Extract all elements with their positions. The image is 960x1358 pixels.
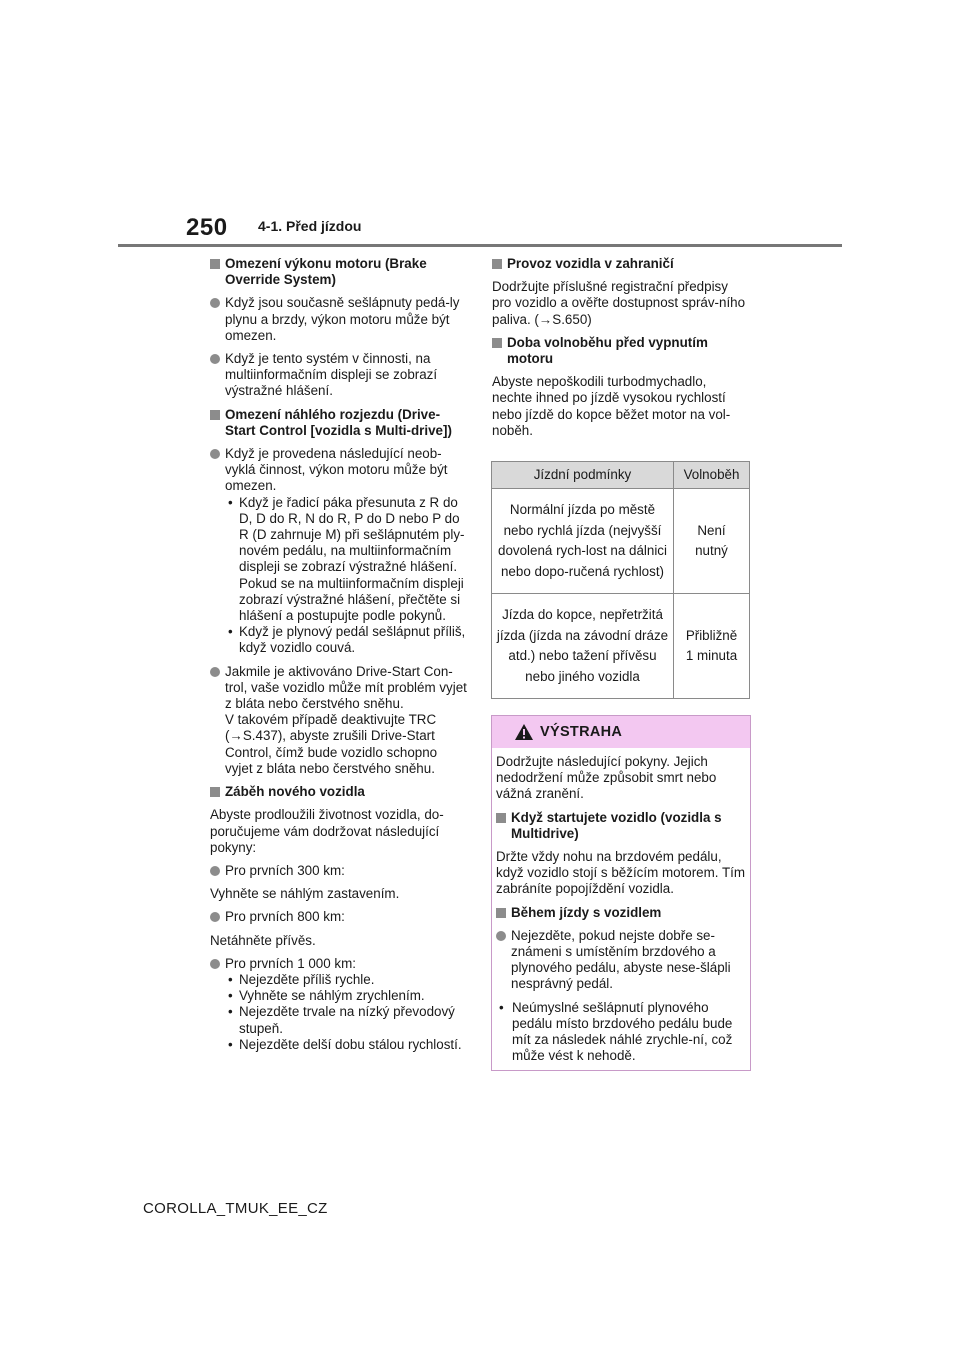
page-reference-link[interactable]: S.650) <box>552 311 592 327</box>
heading-starting-vehicle: Když startujete vozidlo (vozidla s Multidrive) <box>496 810 746 842</box>
idling-table <box>491 461 750 699</box>
square-bullet-icon <box>492 259 502 269</box>
sub-item: • Když je plynový pedál sešlápnut příliš, když vozidlo couvá. <box>228 624 466 656</box>
heading-while-driving: Během jízdy s vozidlem <box>496 905 746 921</box>
left-column <box>210 256 468 1060</box>
round-bullet-icon <box>496 931 506 941</box>
round-bullet-icon <box>210 449 220 459</box>
paragraph: Dodržujte následující pokyny. Jejich nedodržení může způsobit smrt nebo vážná zranění. <box>496 754 717 802</box>
list-item: Pro prvních 1 000 km: • Nejezděte příliš rychle. • Vyhněte se náhlým zrychlením. • Nejezděte trvale na nízký převodový stupeň. • Nejezděte delší dobu stálou rychlostí. <box>210 956 468 1053</box>
right-column <box>492 256 750 446</box>
paragraph: Abyste nepoškodili turbodmychadlo, nechte ihned po jízdě vysokou rychlostí nebo jízdě do kopce běžet motor na vol-noběh. <box>492 374 731 438</box>
heading-drive-start-control: Omezení náhlého rozjezdu (Drive-Start Control [vozidla s Multi-drive]) <box>210 407 468 439</box>
list-item: Jakmile je aktivováno Drive-Start Con-trol, vaše vozidlo může mít problém vyjet z bláta nebo čerstvého sněhu. V takovém případě deaktivujte TRC (→S.437), abyste zrušili Drive-Start Control, čímž bude vozidlo schopno vyjet z bláta nebo čerstvého sněhu. <box>210 664 468 777</box>
sub-item: • Nejezděte příliš rychle. <box>228 971 375 987</box>
paragraph: Vyhněte se náhlým zastavením. <box>210 886 400 902</box>
sub-item: • Vyhněte se náhlým zrychlením. <box>228 988 425 1004</box>
list-item: Pro prvních 300 km: <box>210 863 468 879</box>
round-bullet-icon <box>210 667 220 677</box>
header-rule <box>118 244 842 247</box>
paragraph: Držte vždy nohu na brzdovém pedálu, když vozidlo stojí s běžícím motorem. Tím zabráníte popojíždění vozidla. <box>496 849 746 897</box>
table-cell: Přibližně 1 minuta <box>674 594 750 699</box>
arrow-icon: → <box>538 311 553 327</box>
round-bullet-icon <box>210 298 220 308</box>
warning-box <box>491 715 751 1071</box>
table-header-row <box>492 462 750 489</box>
list-item: Nejezděte, pokud nejste dobře se-známeni s umístěním brzdového a plynového pedálu, abyste nese-šlápli nesprávný pedál. <box>496 928 746 993</box>
paragraph: Dodržujte příslušné registrační předpisy pro vozidlo a ověřte dostupnost správ-ního paliva. (→S.650) <box>492 279 746 327</box>
square-bullet-icon <box>496 813 506 823</box>
sub-item: • Nejezděte trvale na nízký převodový stupeň. <box>228 1004 455 1036</box>
heading-brake-override: Omezení výkonu motoru (Brake Override System) <box>210 256 468 288</box>
warning-body <box>496 754 746 1064</box>
warning-title: VÝSTRAHA <box>540 724 623 740</box>
table-header: Jízdní podmínky <box>492 462 674 489</box>
round-bullet-icon <box>210 959 220 969</box>
paragraph: Netáhněte přívěs. <box>210 932 316 948</box>
page-number: 250 <box>186 214 228 241</box>
list-item: Když je provedena následující neob-vyklá činnost, výkon motoru může být omezen. • Když je řadicí páka přesunuta z R do D, D do R, N do R, P do D nebo P do R (D zahrnuje M) při sešlápnutém ply-novém pedálu, na multiinformačním displeji se zobrazí výstražné hlášení. Pokud se na multiinformačním displeji zobrazí výstražné hlášení, přečtěte si hlášení a postupujte podle pokynů. • Když je plynový pedál sešlápnut příliš, když vozidlo couvá. <box>210 446 468 657</box>
warning-header <box>492 716 750 748</box>
table-header: Volnoběh <box>674 462 750 489</box>
table-cell: Jízda do kopce, nepřetržitá jízda (jízda na závodní dráze atd.) nebo tažení přívěsu nebo jiného vozidla <box>492 594 674 699</box>
table-cell: Normální jízda po městě nebo rychlá jízda (nejvyšší dovolená rych-lost na dálnici nebo dopo-ručená rychlost) <box>492 489 674 594</box>
warning-triangle-icon <box>514 723 534 741</box>
sub-item: • Neúmyslné sešlápnutí plynového pedálu místo brzdového pedálu bude mít za následek náhlé zrychle-ní, což může vést k nehodě. <box>499 999 733 1064</box>
sub-item: • Když je řadicí páka přesunuta z R do D, D do R, N do R, P do D nebo P do R (D zahrnuje M) při sešlápnutém ply-novém pedálu, na multiinformačním displeji se zobrazí výstražné hlášení. Pokud se na multiinformačním displeji zobrazí výstražné hlášení, přečtěte si hlášení a postupujte podle pokynů. <box>228 494 465 624</box>
square-bullet-icon <box>492 338 502 348</box>
heading-break-in: Záběh nového vozidla <box>210 784 468 800</box>
list-item: Když je tento systém v činnosti, na multiinformačním displeji se zobrazí výstražné hlášení. <box>210 351 468 400</box>
arrow-icon: → <box>229 728 243 744</box>
square-bullet-icon <box>210 259 220 269</box>
list-item: Když jsou současně sešlápnuty pedá-ly plynu a brzdy, výkon motoru může být omezen. <box>210 295 468 344</box>
page-reference-link[interactable]: S.437), abyste zrušili Drive-Start Control, čímž bude vozidlo schopno vyjet z bláta nebo čerstvého sněhu. <box>225 728 438 776</box>
square-bullet-icon <box>210 410 220 420</box>
paragraph: Abyste prodloužili životnost vozidla, do-poručujeme vám dodržovat následující pokyny: <box>210 807 444 855</box>
table-row <box>492 594 750 699</box>
table-row <box>492 489 750 594</box>
sub-item: • Nejezděte delší dobu stálou rychlostí. <box>228 1036 462 1052</box>
round-bullet-icon <box>210 912 220 922</box>
heading-abroad: Provoz vozidla v zahraničí <box>492 256 750 272</box>
round-bullet-icon <box>210 866 220 876</box>
round-bullet-icon <box>210 354 220 364</box>
document-code: COROLLA_TMUK_EE_CZ <box>143 1200 328 1217</box>
heading-idling: Doba volnoběhu před vypnutím motoru <box>492 335 750 367</box>
list-item: Pro prvních 800 km: <box>210 909 468 925</box>
square-bullet-icon <box>496 908 506 918</box>
section-title: 4-1. Před jízdou <box>258 218 362 234</box>
square-bullet-icon <box>210 787 220 797</box>
table-cell: Není nutný <box>674 489 750 594</box>
